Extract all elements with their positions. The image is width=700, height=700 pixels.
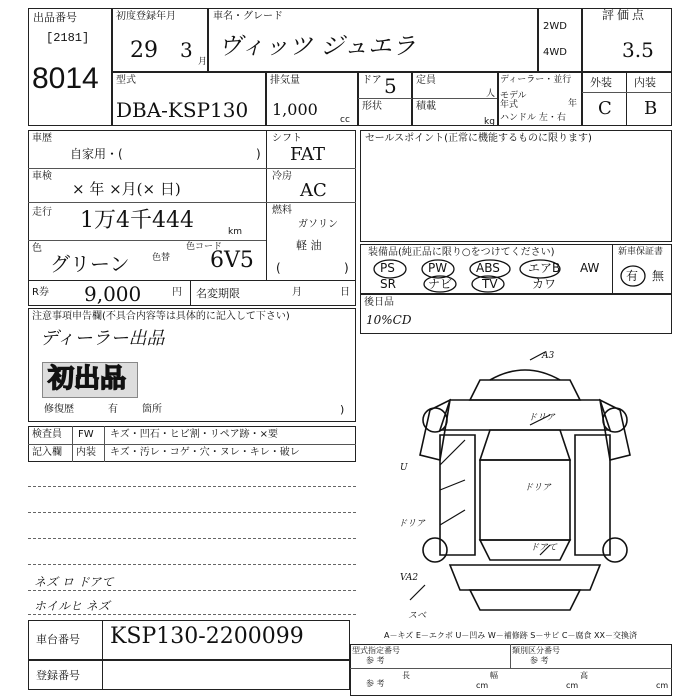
color-code-value: 6V5 — [210, 248, 254, 273]
drive-box — [538, 8, 582, 72]
repair-has: 有 — [108, 404, 118, 415]
chassis-label: 車台番号 — [36, 633, 80, 646]
drive-2wd: 2WD — [543, 21, 567, 32]
reg-month-unit: 月 — [198, 57, 208, 67]
equip-tv: TV — [482, 277, 498, 291]
fuel-gas: ガソリン — [298, 219, 338, 230]
auction-sheet: 出品番号 [2181] 8014 初度登録年月 29 3 月 車名・グレード ヴィッツ ジュエラ 2WD 4WD 評価点 3.5 型式 DBA-KSP130 排気量 1,000 cc ドア 5 形状 定員 人 積載 kg ディーラー・並行 モデル年式 年 ハンドル 左・右 外装 内装 C B 車歴 自家用・( ) 車検 × 年 ×月(× 日) 走行 1万4千444 km 色 グリーン 色替 色コード 6V5 シフト FAT 冷房 AC 燃料 ガソリン 軽 油 ( ) R券 9,000 円 名変期限 月 日 注意事項申告欄(不具合内容等は具体的に記入して下さい) ディーラー出品 初出品 修復歴 有 箇所 ) 検査員 記入欄 FW キズ・凹石・ヒビ割・リペア跡・×要 内装 キズ・汚レ・コゲ・穴・ヌレ・キレ・破レ ネズ ロ ドアて ホイルヒ ネズ セールスポイント(正常に機能するものに限ります) 装備品(純正品に限り○をつけてください) 新車保証書 PS PW ABS エアB AW SR ナビ TV カワ 有 無 後日品 10%CD A3 ドリア ドリア ドリア U ドアて VA2 スベ A－キズ E－エクボ U－凹み W－補修跡 S－サビ C－腐食 XX－交換済 車台番号 KSP130-2200099 登録番号 型式指定番号 参 考 類別区分番号 参 考 参 考 長 cm 幅 cm 高 cm — [0, 0, 700, 700]
doors-value: 5 — [384, 74, 397, 98]
history-value: 自家用・( — [70, 147, 123, 161]
mark-u: U — [400, 463, 408, 473]
mark-dent-1: ドリア — [528, 413, 556, 423]
load-unit: kg — [484, 117, 495, 127]
equip-sr: SR — [380, 277, 396, 291]
equip-navi: ナビ — [428, 277, 453, 291]
notes-value: ディーラー出品 — [40, 328, 165, 349]
mark-va2: VA2 — [400, 573, 419, 583]
equip-pw: PW — [428, 261, 448, 275]
reg-year: 29 — [130, 38, 158, 63]
height-unit: cm — [656, 681, 669, 690]
equip-leather: カワ — [532, 277, 557, 291]
chassis-value: KSP130-2200099 — [110, 624, 304, 649]
history-close: ) — [256, 147, 261, 161]
reg-no-label: 登録番号 — [36, 669, 80, 682]
color-code-label: 色コード — [186, 242, 223, 252]
drive-4wd: 4WD — [543, 47, 567, 58]
model-value: DBA-KSP130 — [116, 98, 249, 122]
shift-value: FAT — [290, 144, 325, 165]
ac-label: 冷房 — [272, 171, 292, 182]
warranty-yes: 有 — [626, 269, 639, 283]
inspection-label: 車検 — [32, 171, 52, 182]
ext-value: C — [598, 98, 612, 119]
mileage-label: 走行 — [32, 207, 52, 218]
capacity-label: 定員 — [416, 75, 436, 86]
warranty-label: 新車保証書 — [618, 247, 664, 257]
shift-label: シフト — [272, 133, 302, 144]
inspection-value: × 年 ×月(× 日) — [72, 180, 181, 198]
equipment-circles — [360, 244, 672, 294]
reg-label: 初度登録年月 — [116, 11, 176, 22]
car-diagram — [380, 340, 670, 630]
mark-a3: A3 — [542, 351, 555, 361]
int-label: 内装 — [634, 76, 656, 89]
int-value: B — [644, 98, 658, 119]
handle-label: ハンドル 左・右 — [500, 113, 566, 123]
mileage-unit: km — [228, 227, 242, 237]
equip-airbag: エアB — [528, 261, 561, 275]
sales-point-box — [360, 130, 672, 242]
aftermarket-value: 10%CD — [366, 313, 412, 327]
height-label: 高 — [580, 671, 588, 680]
mark-dent-3: ドリア — [398, 519, 426, 529]
expiry-day: 日 — [340, 287, 350, 298]
ext-label: 外装 — [590, 76, 612, 89]
shape-label: 形状 — [362, 101, 382, 112]
inspector-label: 検査員 — [32, 429, 62, 440]
fuel-label: 燃料 — [272, 205, 292, 216]
repair-place: 箇所 — [142, 404, 162, 415]
expiry-label: 名変期限 — [196, 287, 240, 300]
class-no-label: 類別区分番号 — [512, 646, 560, 655]
damage-legend: A－キズ E－エクボ U－凹み W－補修跡 S－サビ C－腐食 XX－交換済 — [384, 631, 638, 640]
recycle-label: R券 — [32, 287, 49, 298]
fw-label: FW — [78, 429, 94, 440]
entry-label: 記入欄 — [32, 447, 62, 458]
size-ref: 参 考 — [366, 679, 385, 688]
interior-label: 内装 — [76, 447, 96, 458]
model-label: 型式 — [116, 75, 136, 86]
sales-label: セールスポイント(正常に機能するものに限ります) — [365, 133, 592, 144]
first-listing: 初出品 — [48, 364, 127, 394]
ac-value: AC — [300, 180, 327, 201]
equip-abs: ABS — [476, 261, 500, 275]
name-value: ヴィッツ ジュエラ — [218, 32, 416, 60]
fw-items: キズ・凹石・ヒビ割・リペア跡・×要 — [110, 429, 278, 440]
history-label: 車歴 — [32, 133, 52, 144]
color-value: グリーン — [50, 252, 130, 276]
lot-code: [2181] — [46, 31, 90, 45]
equip-aw: AW — [580, 261, 600, 275]
repair-label: 修復歴 — [44, 404, 74, 415]
width-label: 幅 — [490, 671, 498, 680]
length-label: 長 — [402, 671, 410, 680]
disp-label: 排気量 — [270, 75, 300, 86]
score-label: 評価点 — [602, 8, 648, 22]
class-no-ref: 参 考 — [530, 656, 549, 665]
load-label: 積載 — [416, 101, 436, 112]
aftermarket-label: 後日品 — [364, 297, 394, 308]
repaint-label: 色替 — [152, 253, 171, 263]
lot-number: 8014 — [32, 62, 99, 95]
dealer-label: ディーラー・並行 — [500, 75, 572, 85]
type-no-label: 型式指定番号 — [352, 646, 400, 655]
notes-label: 注意事項申告欄(不具合内容等は具体的に記入して下さい) — [32, 311, 290, 322]
lot-label: 出品番号 — [33, 11, 77, 24]
expiry-month: 月 — [292, 287, 302, 298]
disp-unit: cc — [340, 115, 350, 125]
length-unit: cm — [476, 681, 489, 690]
doors-label: ドア — [362, 75, 382, 86]
mileage-value: 1万4千444 — [80, 208, 194, 233]
mark-dent-2: ドリア — [524, 483, 552, 493]
interior-items: キズ・汚レ・コゲ・穴・ヌレ・キレ・破レ — [110, 447, 300, 458]
capacity-unit: 人 — [486, 89, 496, 99]
remark-1: ネズ ロ ドアて — [34, 575, 114, 589]
color-label: 色 — [32, 243, 42, 254]
model-year-label: モデル年式 — [500, 91, 527, 110]
year-unit: 年 — [568, 99, 578, 109]
equip-label: 装備品(純正品に限り○をつけてください) — [368, 247, 555, 258]
type-no-ref: 参 考 — [366, 656, 385, 665]
fuel-diesel: 軽 油 — [296, 239, 322, 252]
score-value: 3.5 — [622, 38, 654, 62]
mark-door: ドアて — [530, 543, 558, 553]
reg-month: 3 — [180, 38, 193, 62]
remark-2: ホイルヒ ネズ — [34, 599, 110, 613]
equip-ps: PS — [380, 261, 395, 275]
recycle-unit: 円 — [172, 287, 182, 298]
mark-spoiler: スベ — [408, 611, 427, 621]
disp-value: 1,000 — [272, 100, 318, 119]
width-unit: cm — [566, 681, 579, 690]
warranty-no: 無 — [652, 269, 665, 283]
name-label: 車名・グレード — [213, 11, 283, 22]
recycle-value: 9,000 — [84, 282, 142, 306]
